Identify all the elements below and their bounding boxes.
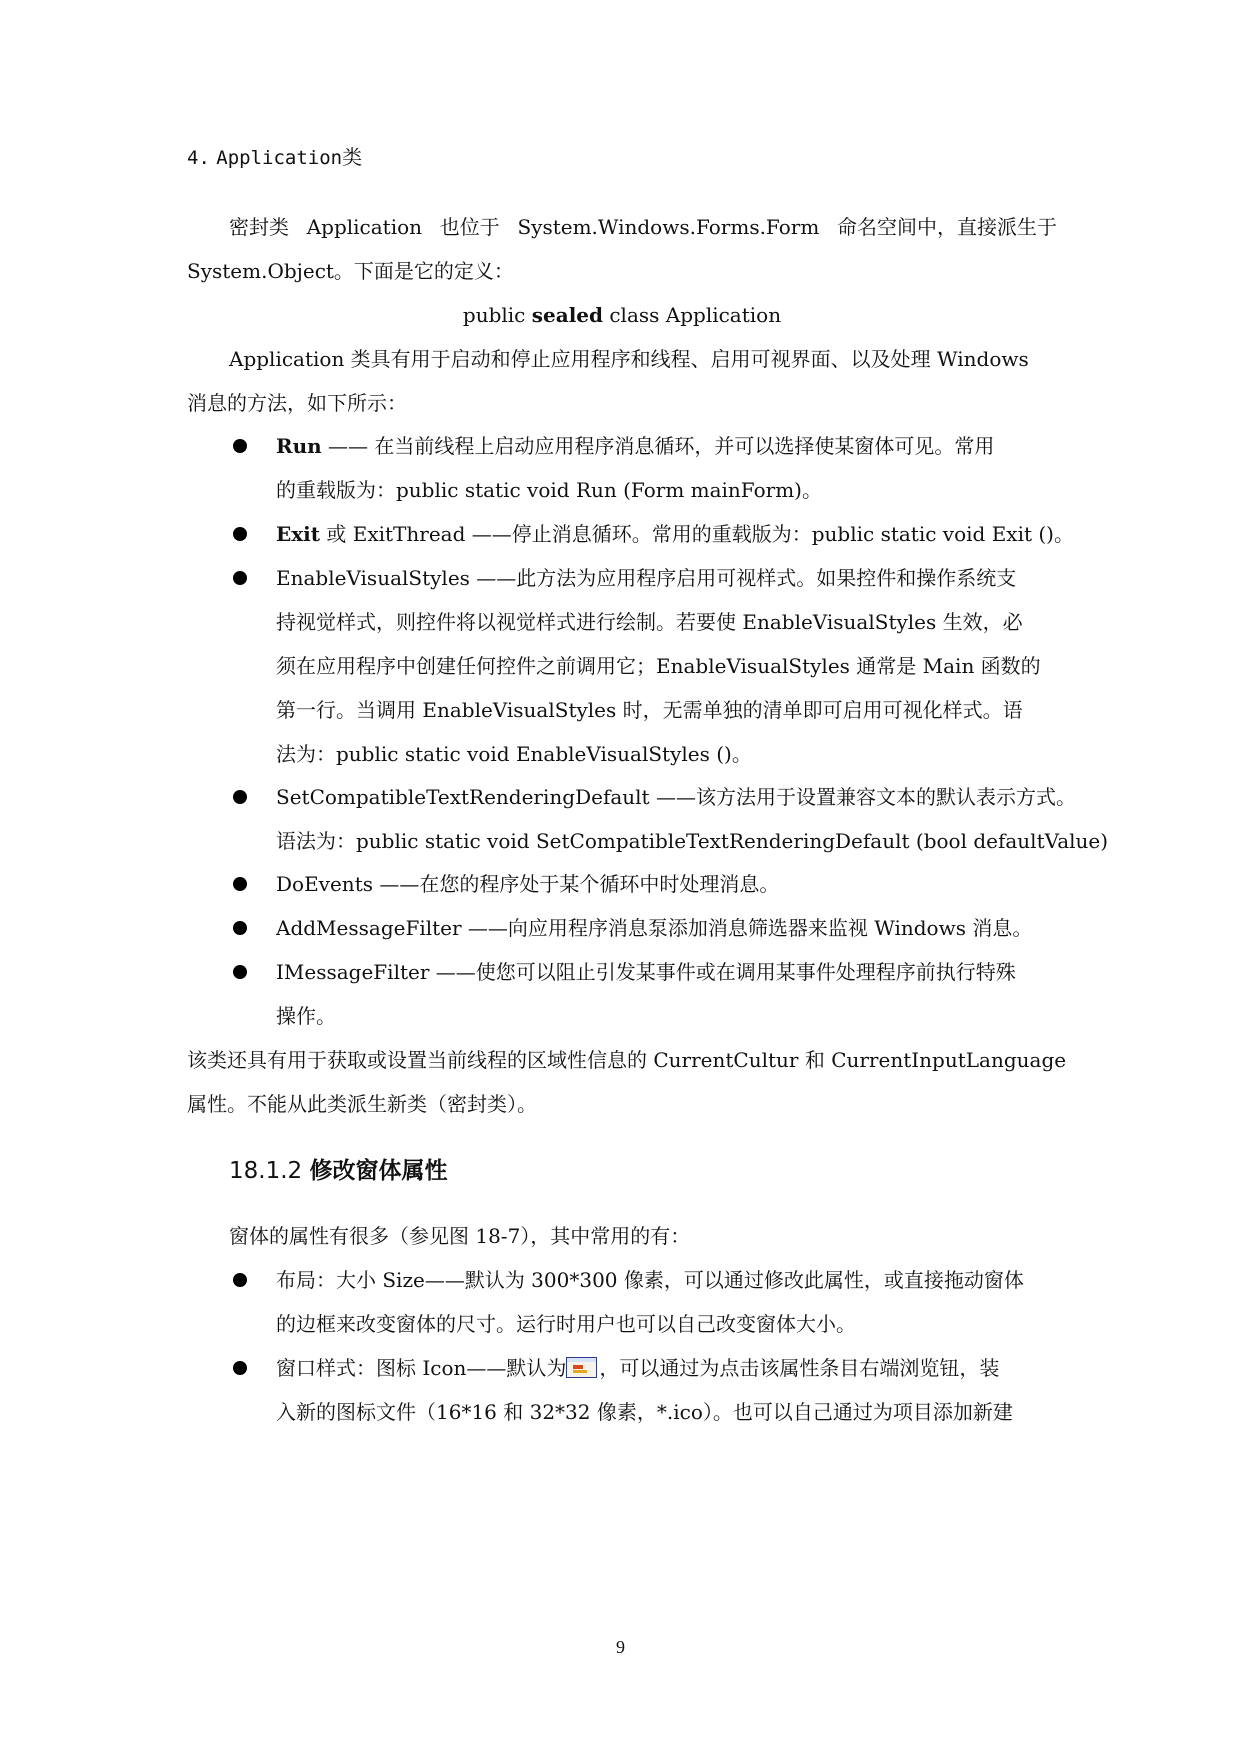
subsection-heading <box>229 1156 447 1186</box>
text-span: 或 ExitThread ——停止消息循环。常用的重载版为：public static void Exit ()。 <box>320 522 1074 546</box>
bullet-dot <box>233 439 247 453</box>
text-span: 命名空间中，直接派生于 <box>837 215 1057 239</box>
bullet-imf-line-2: 操作。 <box>276 1004 336 1028</box>
text-span: —— 在当前线程上启动应用程序消息循环，并可以选择使某窗体可见。常用 <box>321 434 995 458</box>
heading-text: 修改窗体属性 <box>309 1158 448 1184</box>
paragraph-4-line-1: 窗体的属性有很多（参见图 18-7），其中常用的有： <box>229 1224 691 1248</box>
section-title-suffix: 类 <box>342 145 363 169</box>
bullet-run-line-1 <box>276 432 1057 460</box>
text-span: 窗口样式：图标 Icon——默认为 <box>276 1356 567 1380</box>
definition-part: class Application <box>603 303 782 327</box>
bullet-amf-line-1: AddMessageFilter ——向应用程序消息泵添加消息筛选器来监视 Windows 消息。 <box>276 916 1033 940</box>
bullet-doevents-line-1: DoEvents ——在您的程序处于某个循环中时处理消息。 <box>276 872 780 896</box>
text-span: 也位于 <box>439 215 500 239</box>
paragraph-3-line-2: 属性。不能从此类派生新类（密封类）。 <box>187 1092 537 1116</box>
method-name: Exit <box>276 522 321 546</box>
bullet-dot <box>233 527 247 541</box>
bullet-icon-line-2: 入新的图标文件（16*16 和 32*32 像素，*.ico）。也可以自己通过为项目添加新建 <box>276 1400 1013 1424</box>
bullet-dot <box>233 921 247 935</box>
bullet-evs-line-3: 须在应用程序中创建任何控件之前调用它；EnableVisualStyles 通常是 Main 函数的 <box>276 654 1041 678</box>
bullet-dot <box>233 1273 247 1287</box>
definition-line <box>187 301 1057 329</box>
section-title-code: Application <box>216 147 343 169</box>
bullet-evs-line-2: 持视觉样式，则控件将以视觉样式进行绘制。若要使 EnableVisualStyles 生效，必 <box>276 610 1023 634</box>
paragraph-2-line-2: 消息的方法，如下所示： <box>187 391 407 415</box>
section-number: 4. <box>187 147 210 169</box>
bullet-dot <box>233 965 247 979</box>
text-span: ，可以通过为点击该属性条目右端浏览钮，装 <box>599 1356 1000 1380</box>
definition-part: public <box>462 303 532 327</box>
text-span: Application <box>306 215 423 239</box>
text-span: 密封类 <box>229 215 289 239</box>
form-icon <box>566 1357 597 1378</box>
bullet-dot <box>233 790 247 804</box>
section-title <box>187 143 1057 172</box>
bullet-run-line-2: 的重载版为：public static void Run (Form mainForm)。 <box>276 478 822 502</box>
definition-keyword: sealed <box>531 303 603 327</box>
bullet-evs-line-5: 法为：public static void EnableVisualStyles ()。 <box>276 742 752 766</box>
bullet-dot <box>233 571 247 585</box>
text-span: System.Windows.Forms.Form <box>517 215 820 239</box>
bullet-exit-line-1 <box>276 520 1074 548</box>
bullet-imf-line-1: IMessageFilter ——使您可以阻止引发某事件或在调用某事件处理程序前执行特殊 <box>276 960 1016 984</box>
bullet-sct-line-2: 语法为：public static void SetCompatibleTextRenderingDefault (bool defaultValue) <box>276 829 1109 853</box>
bullet-icon-line-1 <box>276 1354 1057 1382</box>
heading-number: 18.1.2 <box>229 1158 303 1184</box>
method-name: Run <box>276 434 322 458</box>
page-number: 9 <box>616 1637 625 1657</box>
paragraph-2-line-1: Application 类具有用于启动和停止应用程序和线程、启用可视界面、以及处理 Windows <box>229 347 1029 371</box>
paragraph-3-line-1: 该类还具有用于获取或设置当前线程的区域性信息的 CurrentCultur 和 CurrentInputLanguage <box>187 1048 1067 1072</box>
paragraph-1-line-1 <box>229 213 1057 241</box>
bullet-layout-line-2: 的边框来改变窗体的尺寸。运行时用户也可以自己改变窗体大小。 <box>276 1312 856 1336</box>
bullet-dot <box>233 877 247 891</box>
bullet-sct-line-1: SetCompatibleTextRenderingDefault ——该方法用于设置兼容文本的默认表示方式。 <box>276 785 1076 809</box>
bullet-evs-line-1: EnableVisualStyles ——此方法为应用程序启用可视样式。如果控件和操作系统支 <box>276 566 1017 590</box>
bullet-layout-line-1: 布局：大小 Size——默认为 300*300 像素，可以通过修改此属性，或直接拖动窗体 <box>276 1268 1024 1292</box>
bullet-dot <box>233 1361 247 1375</box>
bullet-evs-line-4: 第一行。当调用 EnableVisualStyles 时，无需单独的清单即可启用可视化样式。语 <box>276 698 1023 722</box>
paragraph-1-line-2: System.Object。下面是它的定义： <box>187 259 514 283</box>
